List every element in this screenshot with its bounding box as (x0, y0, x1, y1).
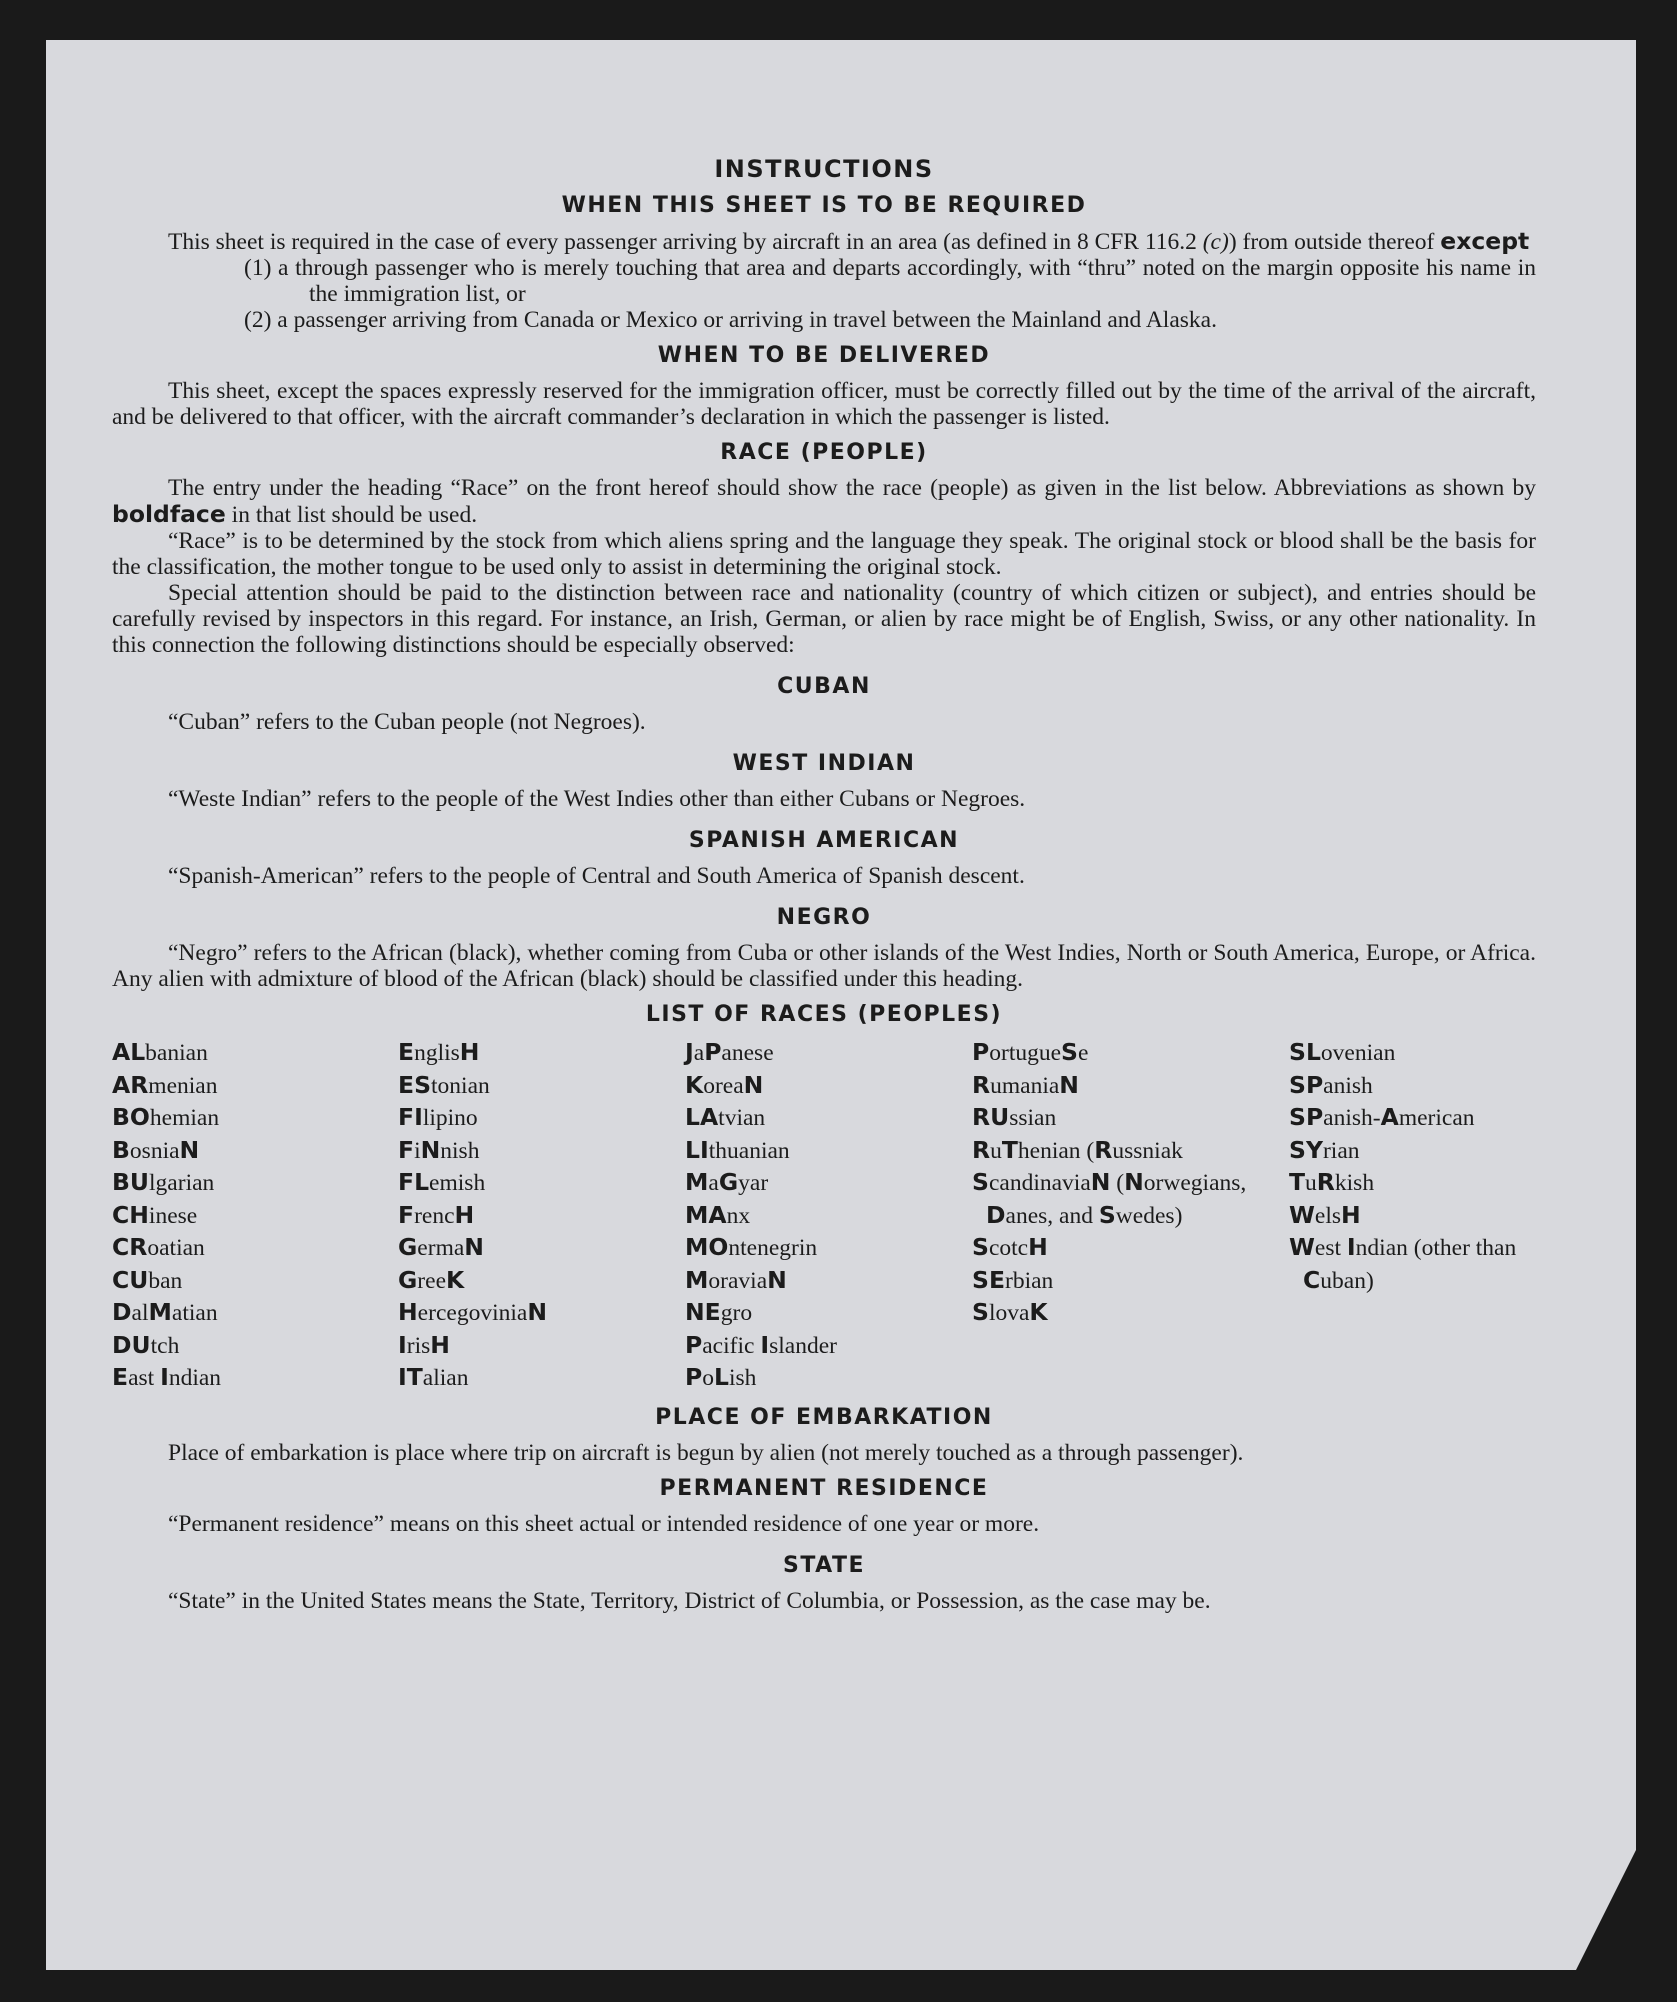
race-entry: SPanish (1289, 1070, 1373, 1099)
race-column-2 (398, 1037, 685, 1395)
race-entry: PoLish (685, 1363, 757, 1391)
race-entry: ScotcH (972, 1233, 1048, 1261)
heading-state: STATE (783, 1552, 865, 1578)
heading-embarkation: PLACE OF EMBARKATION (655, 1404, 993, 1430)
race-entry: MOntenegrin (685, 1233, 818, 1261)
race-entry: DalMatian (112, 1298, 218, 1326)
race-entry: MAnx (685, 1200, 751, 1229)
heading-race: RACE (PEOPLE) (720, 440, 928, 465)
race-entry: East Indian (112, 1363, 222, 1391)
race-entry: Pacific Islander (685, 1330, 837, 1359)
race-entry: FIlipino (398, 1103, 478, 1131)
race-entry: EnglisH (398, 1038, 480, 1066)
race-paragraph-3: Special attention should be paid to the distinction between race and nationality (country of which citizen or subject), and entries should be carefully revised by inspectors in this regard. For instance, an Irish, German, or alien by race might be of English, Swiss, or any other nationality. In this connection the following distinctions should be especially observed: (112, 580, 1536, 658)
race-entry: FrencH (398, 1200, 475, 1229)
race-entry: NEgro (685, 1298, 753, 1326)
race-entry: ARmenian (112, 1070, 218, 1099)
race-entry: FLemish (398, 1168, 486, 1196)
race-entry: MoraviaN (685, 1265, 787, 1294)
heading-residence: PERMANENT RESIDENCE (659, 1475, 989, 1501)
race-entry: SLovenian (1289, 1038, 1396, 1066)
heading-cuban: CUBAN (777, 674, 871, 699)
cuban-text: “Cuban” refers to the Cuban people (not Negroes). (168, 709, 646, 735)
race-entry: GermaN (398, 1233, 484, 1261)
heading-west-indian: WEST INDIAN (732, 751, 916, 776)
heading-race-list: LIST OF RACES (PEOPLES) (645, 1002, 1003, 1027)
required-item-2: (2) a passenger arriving from Canada or Mexico or arriving in travel between the Mainland and Alaska. (244, 307, 1217, 333)
race-entry: PortugueSe (972, 1038, 1089, 1066)
state-text: “State” in the United States means the State, Territory, District of Columbia, or Possession, as the case may be. (168, 1587, 1211, 1614)
race-entry: BOhemian (112, 1103, 220, 1131)
page-title: INSTRUCTIONS (714, 155, 934, 183)
race-entry: FiNnish (398, 1135, 480, 1164)
race-column-3 (685, 1037, 972, 1395)
required-intro: This sheet is required in the case of every passenger arriving by aircraft in an area (as defined in 8 CFR 116.2 (c)) from outside thereof except (168, 227, 1530, 255)
race-entry: ALbanian (112, 1038, 208, 1066)
document-sheet (46, 40, 1636, 1970)
race-entry: RUssian (972, 1103, 1057, 1131)
required-item-1: (1) a through passenger who is merely touching that area and departs accordingly, with “thru” noted on the margin opposite his name in the immigration list, or (244, 255, 1536, 307)
west-indian-text: “Weste Indian” refers to the people of the West Indies other than either Cubans or Negroes. (168, 786, 1026, 812)
race-entry: JaPanese (685, 1038, 774, 1066)
heading-negro: NEGRO (776, 905, 872, 930)
heading-spanish-american: SPANISH AMERICAN (688, 828, 960, 853)
race-column-4 (972, 1037, 1289, 1395)
race-column-5 (1289, 1037, 1536, 1395)
race-paragraph-2: “Race” is to be determined by the stock from which aliens spring and the language they speak. The original stock or blood shall be the basis for the classification, the mother tongue to be used only to assist in determining the original stock. (112, 528, 1536, 580)
race-entry: GreeK (398, 1265, 465, 1294)
race-entry: MaGyar (685, 1168, 769, 1196)
race-entry: CUban (112, 1265, 183, 1294)
race-entry: SYrian (1289, 1135, 1360, 1164)
heading-delivered: WHEN TO BE DELIVERED (657, 343, 991, 368)
race-entry: EStonian (398, 1070, 490, 1099)
race-entry: WelsH (1289, 1200, 1361, 1229)
race-entry: ScandinaviaN (Norwegians, Danes, and Swedes) (972, 1168, 1247, 1229)
race-entry: TuRkish (1289, 1168, 1375, 1196)
race-paragraph-1: The entry under the heading “Race” on the front hereof should show the race (people) as given in the list below. Abbreviations as shown by boldface in that list should be used. (112, 475, 1536, 528)
race-entry: DUtch (112, 1330, 180, 1359)
race-entry: SlovaK (972, 1298, 1048, 1326)
spanish-american-text: “Spanish-American” refers to the people of Central and South America of Spanish descent. (168, 863, 1025, 889)
race-entry: CHinese (112, 1200, 198, 1229)
race-entry: RuThenian (Russniak (972, 1135, 1183, 1164)
delivered-text: This sheet, except the spaces expressly reserved for the immigration officer, must be correctly filled out by the time of the arrival of the aircraft, and be delivered to that officer, with the aircraft commander’s declaration in which the passenger is listed. (112, 378, 1536, 430)
instructions-body (112, 146, 1536, 1614)
race-entry: LIthuanian (685, 1135, 790, 1164)
race-entry: West Indian (other than Cuban) (1289, 1233, 1517, 1294)
race-entry: HercegoviniaN (398, 1298, 547, 1326)
race-entry: BosniaN (112, 1135, 200, 1164)
race-entry: SPanish-American (1289, 1103, 1475, 1131)
race-list (112, 1037, 1536, 1395)
race-entry: ITalian (398, 1363, 469, 1391)
race-entry: KoreaN (685, 1070, 764, 1099)
race-entry: SErbian (972, 1265, 1054, 1294)
residence-text: “Permanent residence” means on this sheet actual or intended residence of one year or more. (168, 1510, 1040, 1537)
race-entry: RumaniaN (972, 1070, 1079, 1099)
heading-required: WHEN THIS SHEET IS TO BE REQUIRED (561, 193, 1087, 218)
folded-corner (1576, 1850, 1636, 1970)
negro-text: “Negro” refers to the African (black), whether coming from Cuba or other islands of the West Indies, North or South America, Europe, or Africa. Any alien with admixture of blood of the African (black) should be classified under this heading. (112, 940, 1536, 992)
embarkation-text: Place of embarkation is place where trip on aircraft is begun by alien (not merely touched as a through passenger). (168, 1439, 1244, 1466)
race-column-1 (112, 1037, 398, 1395)
race-entry: IrisH (398, 1330, 450, 1359)
race-entry: LAtvian (685, 1103, 766, 1131)
race-entry: BUlgarian (112, 1168, 215, 1196)
race-entry: CRoatian (112, 1233, 205, 1261)
